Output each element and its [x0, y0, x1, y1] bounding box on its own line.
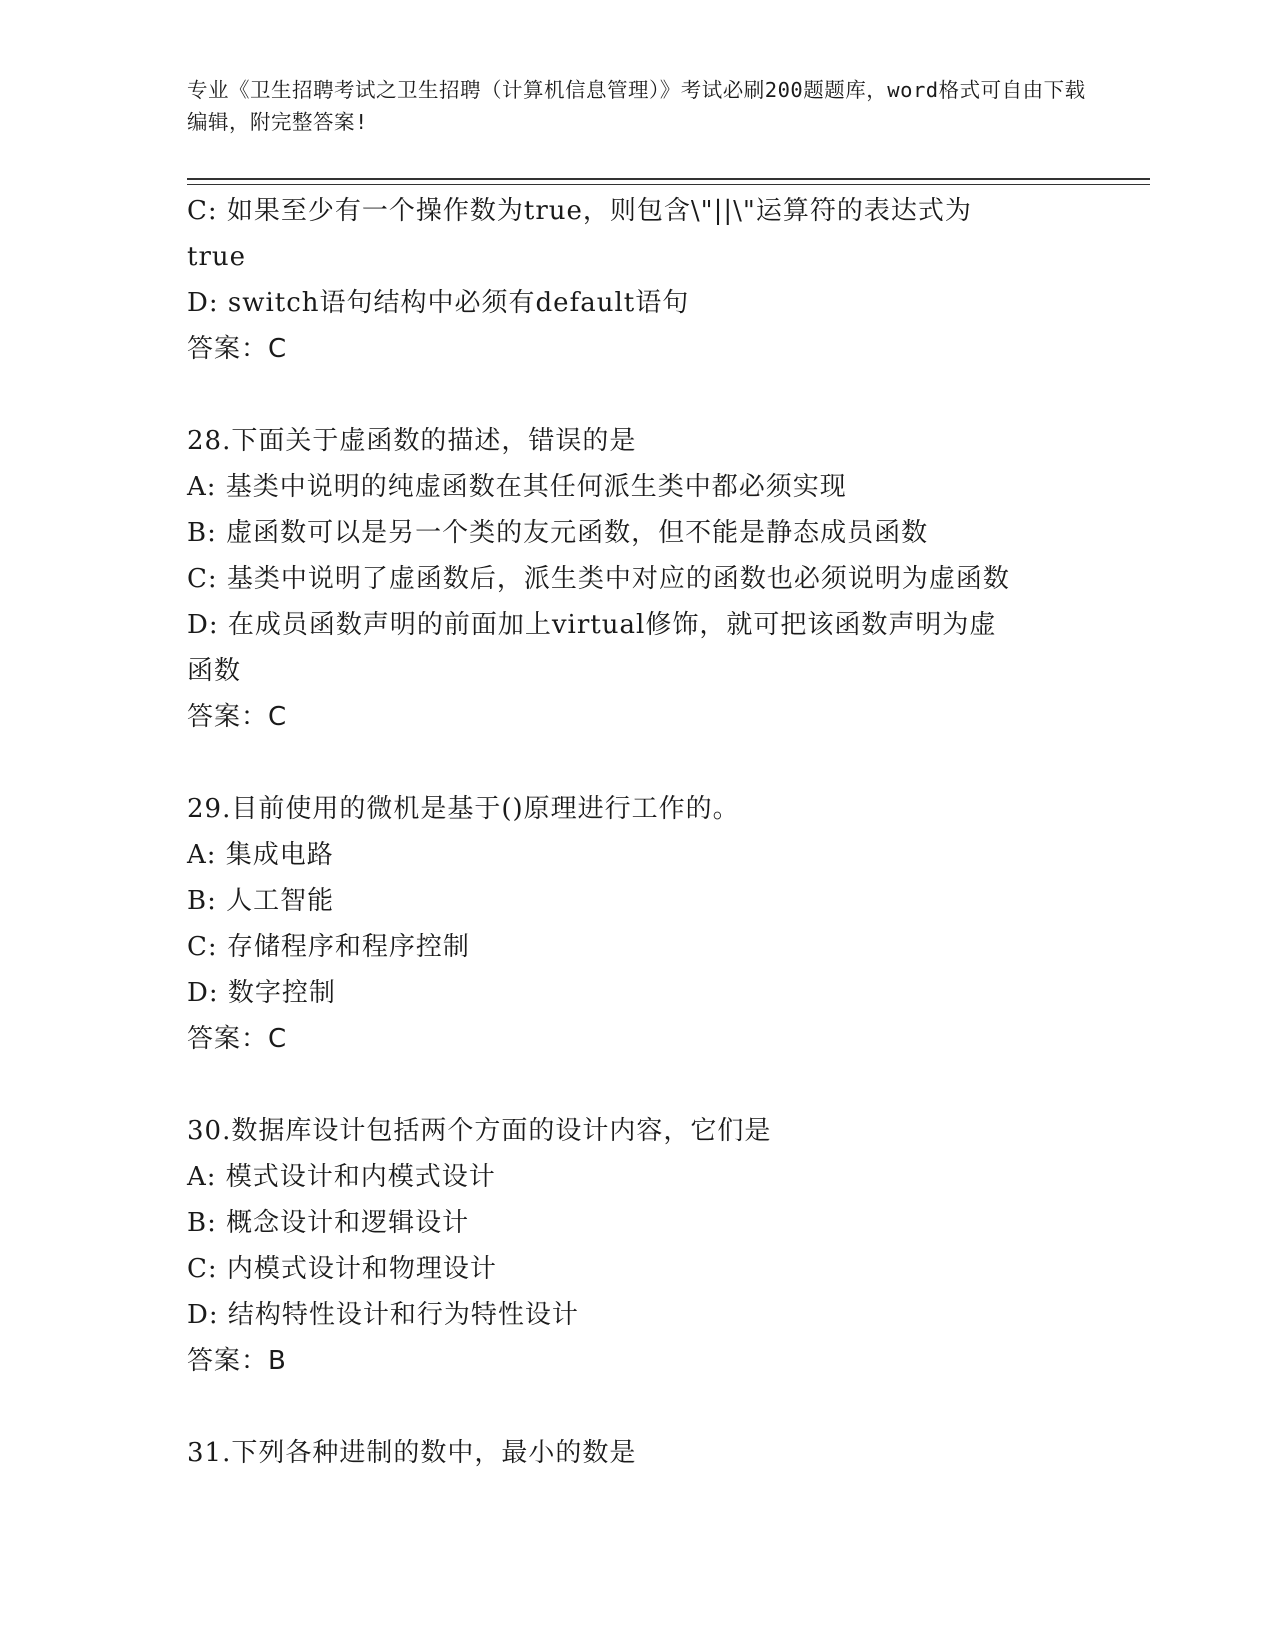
- header-rule-thin: [187, 184, 1150, 185]
- option-line: A: 基类中说明的纯虚函数在其任何派生类中都必须实现: [187, 472, 847, 502]
- option-line: D: switch语句结构中必须有default语句: [187, 288, 690, 318]
- option-line: C: 存储程序和程序控制: [187, 932, 470, 962]
- question-content: [187, 188, 1087, 1476]
- option-line: A: 模式设计和内模式设计: [187, 1162, 496, 1192]
- option-line: A: 集成电路: [187, 840, 334, 870]
- option-line: true: [187, 242, 247, 272]
- question-stem: 31.下列各种进制的数中，最小的数是: [187, 1438, 637, 1468]
- option-line: D: 数字控制: [187, 978, 336, 1008]
- header-rule-thick: [187, 178, 1150, 180]
- document-header: 专业《卫生招聘考试之卫生招聘（计算机信息管理）》考试必刷200题题库，word格式可自由下载编辑，附完整答案!: [187, 78, 1086, 134]
- option-line: 函数: [187, 656, 242, 686]
- option-line: D: 结构特性设计和行为特性设计: [187, 1300, 579, 1330]
- option-line: C: 如果至少有一个操作数为true，则包含\"||\"运算符的表达式为: [187, 196, 972, 226]
- option-line: B: 虚函数可以是另一个类的友元函数，但不能是静态成员函数: [187, 518, 929, 548]
- question-block: [187, 1108, 1087, 1384]
- answer-line: 答案：B: [187, 1346, 287, 1376]
- answer-line: 答案：C: [187, 334, 288, 364]
- question-block: [187, 1430, 1087, 1476]
- block-spacer: [187, 1384, 1087, 1430]
- block-spacer: [187, 740, 1087, 786]
- question-stem: 28.下面关于虚函数的描述，错误的是: [187, 426, 637, 456]
- question-block: [187, 418, 1087, 740]
- option-line: B: 人工智能: [187, 886, 335, 916]
- question-block: [187, 786, 1087, 1062]
- block-spacer: [187, 372, 1087, 418]
- option-line: D: 在成员函数声明的前面加上virtual修饰，就可把该函数声明为虚: [187, 610, 997, 640]
- option-line: C: 内模式设计和物理设计: [187, 1254, 497, 1284]
- question-stem: 30.数据库设计包括两个方面的设计内容，它们是: [187, 1116, 772, 1146]
- question-stem: 29.目前使用的微机是基于()原理进行工作的。: [187, 794, 740, 824]
- option-line: C: 基类中说明了虚函数后，派生类中对应的函数也必须说明为虚函数: [187, 564, 1010, 594]
- block-spacer: [187, 1062, 1087, 1108]
- option-line: B: 概念设计和逻辑设计: [187, 1208, 470, 1238]
- question-block: [187, 188, 1087, 372]
- answer-line: 答案：C: [187, 1024, 288, 1054]
- answer-line: 答案：C: [187, 702, 288, 732]
